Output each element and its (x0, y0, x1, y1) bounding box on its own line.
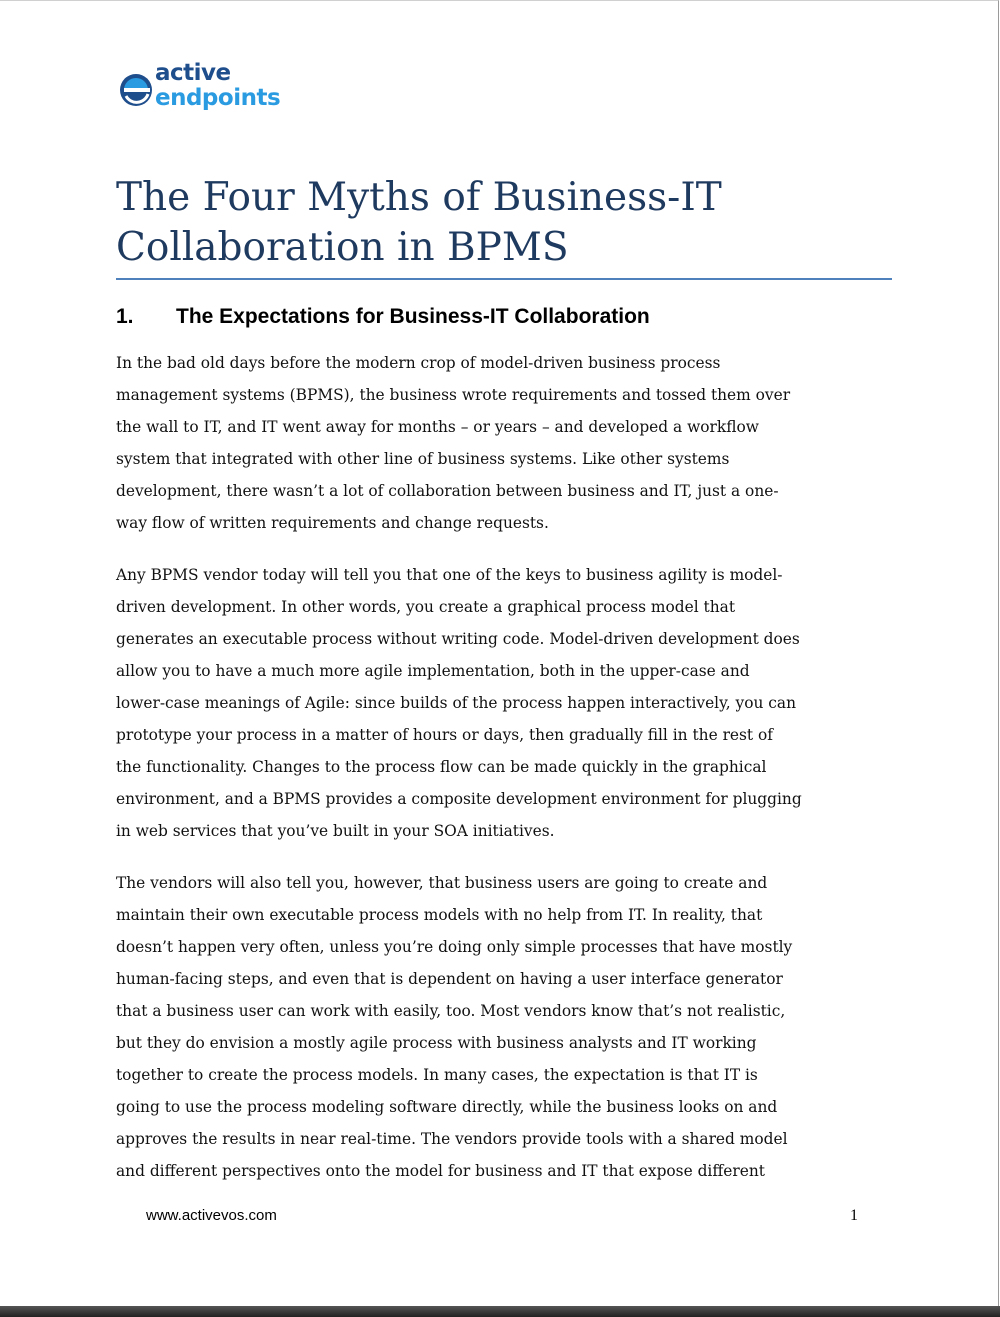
logo-e-icon (118, 64, 154, 114)
paragraph-1: In the bad old days before the modern crop of model-driven business process management systems (BPMS), the business wrote requirements and tossed them over the wall to IT, and IT went away for months – or years – and developed a workflow system that integrated with other line of business systems. Like other systems development, there wasn’t a lot of collaboration between business and IT, just a one- way flow of written requirements and change requests. (116, 354, 791, 532)
logo-word-active: active (155, 60, 231, 86)
page-number: 1 (850, 1207, 858, 1224)
section-heading (116, 305, 896, 329)
document-title (116, 173, 896, 273)
logo-word-endpoints: endpoints (155, 85, 281, 111)
company-logo (118, 60, 318, 122)
title-line-1: The Four Myths of Business-IT (116, 175, 722, 220)
footer-url: www.activevos.com (146, 1207, 277, 1224)
viewer-bottom-edge (0, 1306, 1000, 1317)
paragraph-3: The vendors will also tell you, however, that business users are going to create and maintain their own executable process models with no help from IT. In reality, that doesn’t happen very often, unless you’re doing only simple processes that have mostly human-facing steps, and even that is dependent on having a user interface generator that a business user can work with easily, too. Most vendors know that’s not realistic, but they do envision a mostly agile process with business analysts and IT working together to create the process models. In many cases, the expectation is that IT is going to use the process modeling software directly, while the business looks on and approves the results in near real-time. The vendors provide tools with a shared model and different perspectives onto the model for business and IT that expose different (116, 874, 793, 1180)
paragraph-2: Any BPMS vendor today will tell you that one of the keys to business agility is model- driven development. In other words, you create a graphical process model that generates an executable process without writing code. Model-driven development does allow you to have a much more agile implementation, both in the upper-case and lower-case meanings of Agile: since builds of the process happen interactively, you can prototype your process in a matter of hours or days, then gradually fill in the rest of the functionality. Changes to the process flow can be made quickly in the graphical environment, and a BPMS provides a composite development environment for plugging in web services that you’ve built in your SOA initiatives. (116, 566, 802, 840)
title-underline (116, 278, 892, 280)
section-number: 1. (116, 305, 134, 328)
title-line-2: Collaboration in BPMS (116, 225, 569, 270)
section-title: The Expectations for Business-IT Collaboration (176, 305, 650, 328)
